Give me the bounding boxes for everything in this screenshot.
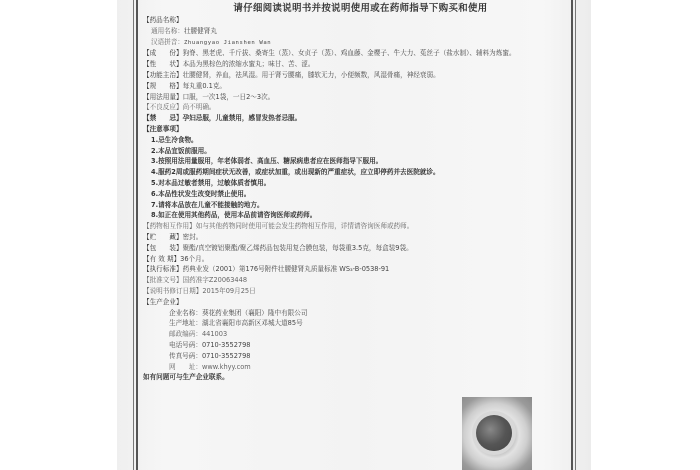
contraindications-label: 【禁 忌】: [143, 114, 183, 123]
approval-value: 国药准字Z20063448: [182, 276, 248, 285]
precautions-heading: [143, 124, 568, 135]
sunflower-logo-image: [462, 397, 532, 470]
manufacturer-label: 【生产企业】: [143, 297, 183, 306]
specification-value: 每丸重0.1克。: [182, 81, 227, 90]
postcode-row: [143, 329, 568, 340]
revision-date-label: 【说明书修订日期】: [143, 286, 203, 295]
dosage-value: 口服，一次1袋，一日2～3次。: [182, 92, 275, 101]
company-label: 企业名称：: [169, 308, 202, 317]
company-value: 葵花药业集团（襄阳）隆中有限公司: [201, 308, 308, 317]
postcode-label: 邮政编码：: [169, 330, 202, 339]
ingredients-label: 【成 份】: [143, 49, 183, 58]
packaging-row: [143, 243, 568, 254]
pinyin-value: Zhuangyao Jianshen Wan: [183, 39, 272, 46]
approval-row: [143, 275, 568, 286]
precaution-item: 1.忌生冷食物。: [151, 135, 198, 144]
standard-value: 药典业发（2001）第176号附件壮腰健肾丸质量标准 WS₃-B-0538-91: [182, 265, 390, 274]
contraindications-value: 孕妇忌服，儿童禁用，感冒发热者忌服。: [182, 114, 302, 123]
generic-name-value: 壮腰健肾丸: [183, 26, 217, 35]
phone-label: 电话号码：: [169, 340, 202, 349]
indications-label: 【功能主治】: [143, 70, 183, 79]
expiry-label: 【有 效 期】: [143, 254, 181, 263]
indications-row: [143, 70, 568, 81]
address-label: 生产地址：: [169, 319, 202, 328]
revision-date-value: 2015年09月25日: [202, 286, 256, 295]
ingredients-row: [143, 48, 568, 59]
website-row: [143, 362, 568, 373]
company-row: [143, 308, 568, 319]
storage-value: 密封。: [182, 232, 203, 241]
precaution-item: 8.如正在使用其他药品，使用本品前请咨询医师或药师。: [151, 211, 317, 220]
fax-row: [143, 351, 568, 362]
adverse-reactions-row: [143, 102, 568, 113]
manufacturer-heading: [143, 297, 568, 308]
address-value: 湖北省襄阳市高新区邓城大道85号: [201, 319, 303, 328]
packaging-value: 聚酯/真空镀铝聚酯/聚乙烯药品包装用复合膜包装，每袋重3.5克，每盒装9袋。: [182, 243, 413, 252]
drug-name-section: [143, 15, 568, 26]
adverse-reactions-value: 尚不明确。: [182, 103, 216, 112]
website-label: 网 址：: [169, 362, 202, 371]
footer-notice: 如有问题可与生产企业联系。: [143, 373, 229, 382]
precaution-item: 7.请将本品放在儿童不能接触的地方。: [151, 200, 264, 209]
precaution-item: 4.服药2周或服药期间症状无改善，或症状加重，或出现新的严重症状，应立即停药并去医院就诊。: [151, 168, 440, 177]
description-label: 【性 状】: [143, 60, 183, 69]
storage-row: [143, 232, 568, 243]
description-value: 本品为黑棕色的浓缩水蜜丸；味甘、苦、涩。: [182, 60, 315, 69]
dosage-label: 【用法用量】: [143, 92, 183, 101]
precaution-item: 2.本品宜饭前服用。: [151, 146, 211, 155]
drug-name-label: 【药品名称】: [143, 16, 183, 24]
ingredients-value: 狗脊、黑老虎、千斤拔、桑寄生（蒸）、女贞子（蒸）、鸡血藤、金樱子、牛大力、菟丝子（盐水制）、辅料为炼蜜。: [182, 49, 516, 58]
package-insert: [143, 2, 568, 383]
address-row: [143, 318, 568, 329]
standard-row: [143, 264, 568, 275]
specification-label: 【规 格】: [143, 81, 183, 90]
precautions-label: 【注意事项】: [143, 124, 183, 133]
indications-value: 壮腰健肾，养血，祛风湿。用于肾亏腰痛，膝软无力，小便频数，风湿骨痛，神经衰弱。: [182, 70, 440, 79]
precaution-item: 6.本品性状发生改变时禁止使用。: [151, 189, 251, 198]
fax-label: 传真号码：: [169, 351, 202, 360]
interactions-label: 【药物相互作用】: [143, 222, 196, 231]
contraindications-row: [143, 113, 568, 124]
dosage-row: [143, 92, 568, 103]
packaging-label: 【包 装】: [143, 243, 183, 252]
adverse-reactions-label: 【不良反应】: [143, 103, 183, 112]
expiry-value: 36个月。: [180, 254, 209, 263]
standard-label: 【执行标准】: [143, 265, 183, 274]
document-title: 请仔细阅读说明书并按说明使用或在药师指导下购买和使用: [233, 3, 488, 14]
phone-value: 0710-3552798: [201, 340, 251, 349]
revision-date-row: [143, 286, 568, 297]
website-value: www.khyy.com: [201, 362, 251, 371]
pinyin-label: 汉语拼音：: [151, 37, 184, 46]
generic-name-label: 通用名称：: [151, 26, 184, 35]
precaution-item: 5.对本品过敏者禁用，过敏体质者慎用。: [151, 178, 271, 187]
fax-value: 0710-3552798: [201, 351, 251, 360]
specification-row: [143, 81, 568, 92]
phone-row: [143, 340, 568, 351]
generic-name-row: [143, 26, 568, 37]
approval-label: 【批准文号】: [143, 276, 183, 285]
description-row: [143, 59, 568, 70]
expiry-row: [143, 254, 568, 265]
interactions-value: 如与其他药物同时使用可能会发生药物相互作用，详情请咨询医师或药师。: [195, 222, 414, 231]
storage-label: 【贮 藏】: [143, 232, 183, 241]
interactions-row: [143, 221, 568, 232]
pinyin-row: [143, 37, 568, 49]
precaution-item: 3.按照用法用量服用，年老体弱者、高血压、糖尿病患者应在医师指导下服用。: [151, 157, 383, 166]
postcode-value: 441003: [201, 330, 228, 339]
